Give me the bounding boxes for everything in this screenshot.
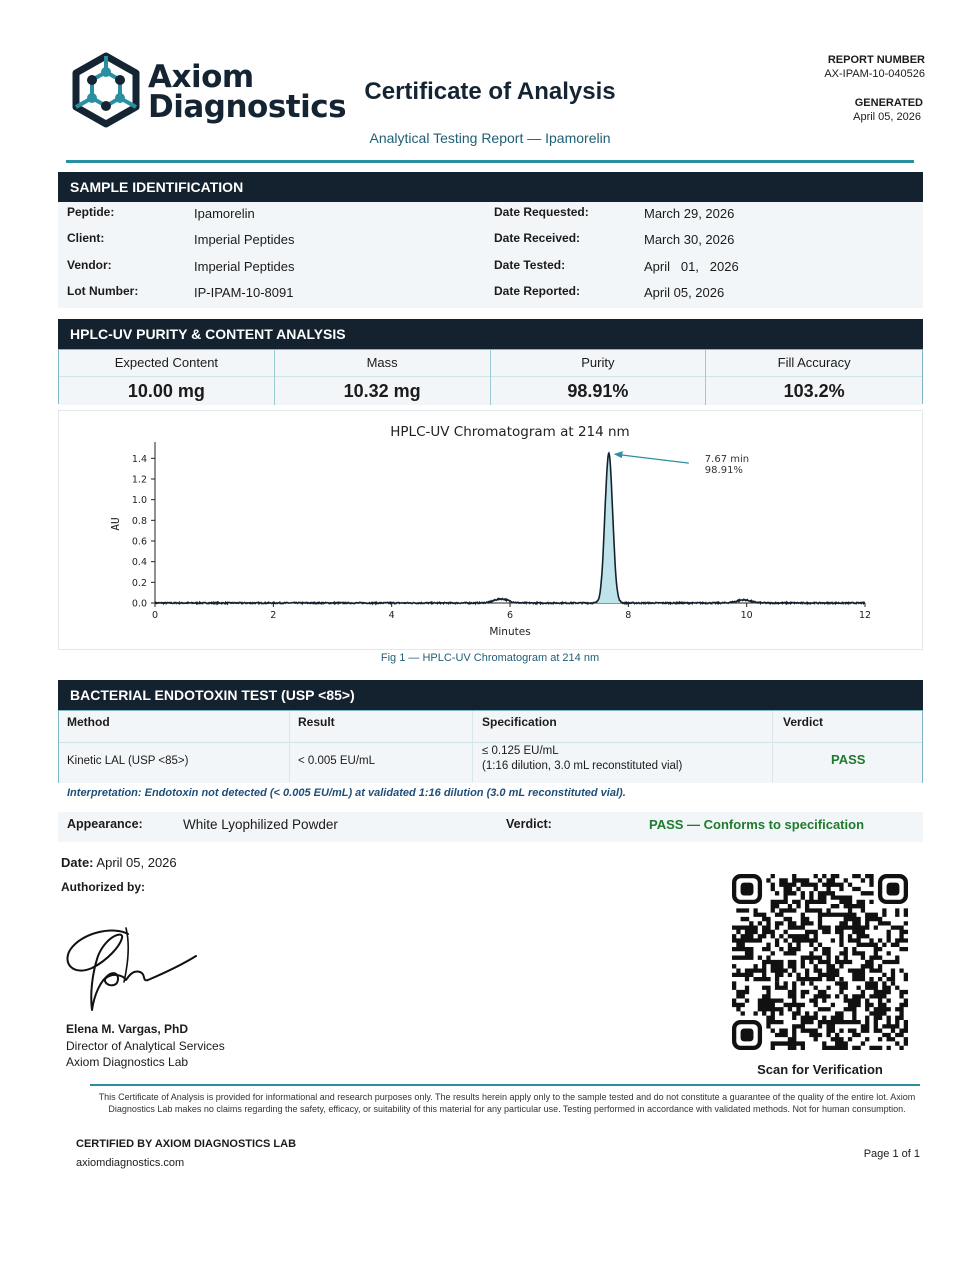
- specification-line1: ≤ 0.125 EU/mL: [482, 745, 559, 757]
- appearance-verdict-label: Verdict:: [506, 817, 552, 831]
- endotoxin-interpretation: Interpretation: Endotoxin not detected (< 0.005 EU/mL) at validated 1:16 dilution (3.0 mL reconstituted vial).: [67, 787, 626, 799]
- qr-finder-center: [887, 883, 900, 896]
- lot-number-label: Lot Number:: [67, 284, 139, 298]
- authorized-by-label: Authorized by:: [61, 880, 145, 894]
- generated-date: April 05, 2026: [853, 111, 921, 123]
- mass-column: [275, 350, 491, 405]
- y-tick-label: 0.4: [131, 557, 147, 569]
- method-header: Method: [67, 715, 110, 729]
- date-requested-label: Date Requested:: [494, 205, 589, 219]
- date-received-label: Date Received:: [494, 231, 581, 245]
- generated-label: GENERATED: [854, 97, 923, 109]
- verdict-header: Verdict: [783, 715, 824, 729]
- date-reported-label: Date Reported:: [494, 284, 581, 298]
- website[interactable]: axiomdiagnostics.com: [76, 1157, 185, 1169]
- method-value: Kinetic LAL (USP <85>): [67, 755, 189, 767]
- fill-accuracy-value: 103.2%: [706, 377, 922, 405]
- signer-name: Elena M. Vargas, PhD: [66, 1022, 189, 1036]
- x-tick-label: 0: [151, 610, 159, 621]
- sample-section-header: SAMPLE IDENTIFICATION: [58, 172, 923, 202]
- date-requested-value: March 29, 2026: [644, 206, 735, 221]
- col-divider: [472, 711, 473, 782]
- result-value: < 0.005 EU/mL: [298, 755, 376, 767]
- peptide-label: Peptide:: [67, 205, 115, 219]
- appearance-label: Appearance:: [67, 817, 143, 831]
- qr-caption: Scan for Verification: [757, 1062, 883, 1077]
- mass-head: Mass: [275, 350, 490, 377]
- date-received-value: March 30, 2026: [644, 232, 735, 247]
- figure-caption: Fig 1 — HPLC-UV Chromatogram at 214 nm: [380, 652, 600, 664]
- report-number: AX-IPAM-10-040526: [824, 68, 925, 80]
- client-value: Imperial Peptides: [194, 232, 295, 247]
- peak-fill-area: [593, 453, 624, 603]
- purity-summary-table: [58, 349, 923, 404]
- x-tick-label: 10: [740, 610, 753, 621]
- footer-divider: [90, 1084, 920, 1086]
- x-tick-label: 6: [506, 610, 514, 621]
- chromatogram-chart: [59, 411, 922, 649]
- y-axis-label: AU: [109, 517, 122, 531]
- appearance-value: White Lyophilized Powder: [183, 817, 338, 832]
- annotation-arrow-head: [614, 451, 623, 458]
- disclaimer-text: This Certificate of Analysis is provided for informational and research purposes only. The results herein apply only to the sample tested and do not constitute a guarantee of the quality of the entire lot. Axiom Diagnostics Lab makes no claims regarding the safety, efficacy, or suitability of this material for any particular use. Testing performed in accordance with validated methods. Not for human consumption.: [98, 1092, 916, 1114]
- annotation-purity: 98.91%: [704, 465, 743, 477]
- signer-org: Axiom Diagnostics Lab: [66, 1055, 189, 1069]
- y-tick-label: 1.0: [131, 495, 147, 507]
- date-tested-value: April 01, 2026: [644, 259, 739, 274]
- fill-accuracy-column: [706, 350, 922, 405]
- client-label: Client:: [67, 231, 105, 245]
- annotation-retention-time: 7.67 min: [704, 454, 750, 466]
- mass-value: 10.32 mg: [275, 377, 490, 405]
- signoff-date-value: April 05, 2026: [96, 855, 177, 870]
- x-tick-label: 4: [388, 610, 395, 621]
- y-tick-label: 1.4: [131, 453, 147, 465]
- expected-content-value: 10.00 mg: [59, 377, 274, 405]
- signer-role: Director of Analytical Services: [66, 1039, 225, 1053]
- report-number-label: REPORT NUMBER: [827, 54, 925, 66]
- endotoxin-section-header: BACTERIAL ENDOTOXIN TEST (USP <85>): [58, 680, 923, 710]
- lot-number-value: IP-IPAM-10-8091: [194, 285, 294, 300]
- logo-text-line1: Axiom: [148, 59, 254, 95]
- chromatogram-figure: [58, 410, 923, 650]
- x-tick-label: 8: [625, 610, 632, 621]
- vendor-label: Vendor:: [67, 258, 112, 272]
- peptide-value: Ipamorelin: [194, 206, 255, 221]
- endotoxin-verdict: PASS: [831, 752, 866, 767]
- qr-finder-center: [741, 883, 754, 896]
- x-axis-label: Minutes: [489, 626, 531, 638]
- chart-title: HPLC-UV Chromatogram at 214 nm: [390, 424, 630, 440]
- specification-line2: (1:16 dilution, 3.0 mL reconstituted vial): [482, 760, 683, 772]
- x-tick-label: 2: [270, 610, 277, 621]
- purity-head: Purity: [491, 350, 706, 377]
- specification-header: Specification: [482, 715, 557, 729]
- vendor-value: Imperial Peptides: [194, 259, 295, 274]
- expected-content-column: [59, 350, 275, 405]
- y-tick-label: 0.8: [131, 515, 147, 527]
- appearance-row: [58, 812, 923, 842]
- annotation-arrow-line: [615, 454, 689, 463]
- y-tick-label: 0.0: [131, 598, 147, 610]
- purity-value: 98.91%: [491, 377, 706, 405]
- y-tick-label: 0.2: [131, 577, 147, 589]
- appearance-verdict-value: PASS — Conforms to specification: [649, 817, 865, 832]
- logo-text-line2: Diagnostics: [148, 89, 347, 125]
- col-divider: [772, 711, 773, 782]
- header-divider: [66, 160, 914, 163]
- date-tested-label: Date Tested:: [494, 258, 566, 272]
- handwritten-signature: [62, 924, 202, 1016]
- sample-panel: [58, 202, 923, 308]
- verification-qr-code[interactable]: [732, 874, 908, 1050]
- x-tick-label: 12: [858, 610, 872, 621]
- document-title: Certificate of Analysis: [364, 78, 616, 105]
- page-number: Page 1 of 1: [863, 1148, 920, 1160]
- purity-column: [491, 350, 707, 405]
- col-divider: [289, 711, 290, 782]
- y-tick-label: 0.6: [131, 536, 147, 548]
- qr-finder-center: [741, 1029, 754, 1042]
- certified-by: CERTIFIED BY AXIOM DIAGNOSTICS LAB: [76, 1138, 297, 1150]
- document-subtitle: Analytical Testing Report — Ipamorelin: [369, 130, 611, 146]
- chromatogram-trace: [155, 453, 865, 603]
- hplc-section-header: HPLC-UV PURITY & CONTENT ANALYSIS: [58, 319, 923, 349]
- fill-accuracy-head: Fill Accuracy: [706, 350, 922, 377]
- expected-content-head: Expected Content: [59, 350, 274, 377]
- signoff-date-label: Date:: [61, 855, 94, 870]
- result-header: Result: [298, 715, 335, 729]
- endotoxin-table: [58, 710, 923, 783]
- date-reported-value: April 05, 2026: [644, 285, 725, 300]
- y-tick-label: 1.2: [131, 474, 147, 486]
- date-line: [61, 855, 177, 870]
